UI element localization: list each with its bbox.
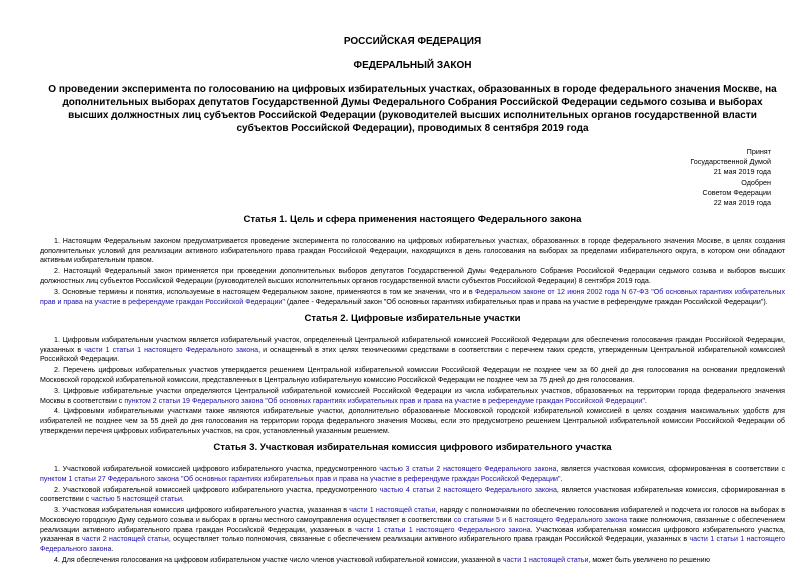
link-part-1-this-article[interactable]: части 1 настоящей статьи xyxy=(502,555,589,564)
acceptance-block xyxy=(40,147,771,208)
link-part-1-this-article[interactable]: части 1 настоящей статьи xyxy=(349,506,436,515)
article-2-paragraph-3: 3. Цифровые избирательные участки определяются Центральной избирательной комиссией Российской Федерации из числа избирательных участков, образованных на территории города федерального значения Москвы в соответствии с пунктом 2 статьи 19 Федерального закона "Об основных гарантиях избирательных прав и права на участие в референдуме граждан Российской Федерации". xyxy=(40,386,785,405)
article-3-paragraph-1: 1. Участковой избирательной комиссией цифрового избирательного участка, предусмотренного частью 3 статьи 2 настоящего Федерального закона, является участковая комиссия, сформированная в соответствии с пунктом 1 статьи 27 Федерального закона "Об основных гарантиях избирательных прав и права на участие в референдуме граждан Российской Федерации". xyxy=(40,465,785,483)
link-part-3-article-2[interactable]: частью 3 статьи 2 настоящего Федерального закона xyxy=(379,465,557,474)
approved-date: 22 мая 2019 года xyxy=(713,198,771,208)
approved-label: Одобрен xyxy=(741,177,771,187)
link-part-1-article-1[interactable]: части 1 статьи 1 настоящего Федерального закона xyxy=(355,525,531,534)
article-3-paragraph-3: 3. Участковая избирательная комиссия цифрового избирательного участка, указанная в части 1 настоящей статьи, наряду с полномочиями по обеспечению голосования избирателей и подсчета их голосов на выборах в Московскую городскую Думу седьмого созыва и выборах в органы местного самоуправления осуществляет в соответствии со статьями 5 и 6 настоящего Федерального закона также полномочия, связанные с обеспечением реализации активного избирательного права граждан Российской Федерации, указанных в части 1 статьи 1 настоящего Федерального закона. Участковая избирательная комиссия цифрового избирательного участка, указанная в части 2 настоящей статьи, осуществляет только полномочия, связанные с обеспечением реализации активного избирательного права граждан Российской Федерации, указанных в части 1 статьи 1 настоящего Федерального закона. xyxy=(40,506,786,553)
accepted-by: Государственной Думой xyxy=(690,157,771,167)
country-heading: РОССИЙСКАЯ ФЕДЕРАЦИЯ xyxy=(343,36,482,47)
accepted-label: Принят xyxy=(746,147,771,156)
link-item-2-article-19[interactable]: пунктом 2 статьи 19 Федерального закона "Об основных гарантиях избирательных прав и права на участие в референдуме граждан Российской Федерации" xyxy=(124,396,645,405)
link-part-1-article-1[interactable]: части 1 статьи 1 настоящего Федерального закона xyxy=(40,535,786,553)
link-part-1-article-1[interactable]: части 1 статьи 1 настоящего Федерального закона xyxy=(84,345,259,354)
article-2-title: Статья 2. Цифровые избирательные участки xyxy=(304,313,521,325)
article-1-paragraph-2: 2. Настоящий Федеральный закон применяется при проведении дополнительных выборов депутатов Государственной Думы Федерального Собрания Российской Федерации седьмого созыва и выборов высших должностных лиц субъектов Российской Федерации (руководителей высших исполнительных органов государственной власти субъектов Российской Федерации) 8 сентября 2019 года. xyxy=(40,267,785,285)
link-part-5-this-article[interactable]: частью 5 настоящей статьи xyxy=(91,495,182,504)
law-title: О проведении эксперимента по голосованию на цифровых избирательных участках, образованных в городе федерального значения Москве, на дополнительных выборах депутатов Государственной Думы Федерального Собрания Российской Федерации седьмого созыва и выборах высших должностных лиц субъектов Российской Федерации (руководителей высших исполнительных органов государственной власти субъектов Российской Федерации), проводимых 8 сентября 2019 года xyxy=(48,84,777,134)
link-part-4-article-2[interactable]: частью 4 статьи 2 настоящего Федерального закона xyxy=(379,485,557,494)
article-1-paragraph-1: 1. Настоящим Федеральным законом предусматривается проведение эксперимента по голосованию на цифровых избирательных участках, образованных в городе федерального значения Москве, в целях создания дополнительных условий для реализации активного избирательного права граждан Российской Федерации, находящихся в день голосования на выборах за пределами избирательного округа, в котором они обладают активным избирательным правом. xyxy=(40,237,785,265)
approved-by: Советом Федерации xyxy=(702,187,771,197)
article-3-paragraph-2: 2. Участковой избирательной комиссией цифрового избирательного участка, предусмотренного частью 4 статьи 2 настоящего Федерального закона, является участковая избирательная комиссия, сформированная в соответствии с частью 5 настоящей статьи. xyxy=(40,485,785,504)
article-2-paragraph-4: 4. Цифровыми избирательными участками также являются избирательные участки, дополнительно образованные Московской городской избирательной комиссией в целях создания максимальных удобств для избирателей не позднее чем за 55 дней до дня голосования на территории города федерального значения Москвы, если это предусмотрено решением Центральной избирательной комиссии Российской Федерации об утверждении перечня цифровых избирательных участков, на срок, установленный указанным решением. xyxy=(40,407,785,435)
accepted-date: 21 мая 2019 года xyxy=(713,167,771,177)
article-2-paragraph-1: 1. Цифровым избирательным участком является избирательный участок, определенный Центральной избирательной комиссией Российской Федерации для обеспечения голосования граждан Российской Федерации, указанных в части 1 статьи 1 настоящего Федерального закона, и оснащенный в этих целях техническими средствами в соответствии с перечнем таких средств, утвержденным Центральной избирательной комиссией Российской Федерации. xyxy=(40,336,785,364)
link-articles-5-6[interactable]: со статьями 5 и 6 настоящего Федерального закона xyxy=(453,516,628,525)
link-item-1-article-27[interactable]: пунктом 1 статьи 27 Федерального закона "Об основных гарантиях избирательных прав и права на участие в референдуме граждан Российской Федерации" xyxy=(40,474,561,483)
article-3-title: Статья 3. Участковая избирательная комиссия цифрового избирательного участка xyxy=(213,442,612,454)
law-type-heading: ФЕДЕРАЛЬНЫЙ ЗАКОН xyxy=(353,60,472,71)
article-1-paragraph-3: 3. Основные термины и понятия, используемые в настоящем Федеральном законе, применяются в том же значении, что и в Федеральном законе от 12 июня 2002 года N 67-ФЗ "Об основных гарантиях избирательных прав и права на участие в референдуме граждан Российской Федерации" (далее - Федеральный закон "Об основных гарантиях избирательных прав и права на участие в референдуме граждан Российской Федерации"). xyxy=(40,287,786,306)
article-3-paragraph-4: 4. Для обеспечения голосования на цифровом избирательном участке число членов участковой избирательной комиссии, указанной в части 1 настоящей статьи, может быть увеличено по решению xyxy=(54,555,710,564)
article-2-paragraph-2: 2. Перечень цифровых избирательных участков утверждается решением Центральной избирательной комиссии Российской Федерации не позднее чем за 60 дней до дня голосования на основании предложений Московской городской избирательной комиссии, представленных в Центральную избирательную комиссию Российской Федерации не позднее чем за 75 дней до дня голосования. xyxy=(40,366,785,384)
article-1-title: Статья 1. Цель и сфера применения настоящего Федерального закона xyxy=(243,214,582,226)
link-federal-law-67fz[interactable]: Федеральном законе от 12 июня 2002 года N 67-ФЗ "Об основных гарантиях избирательных прав и права на участие в референдуме граждан Российской Федерации" xyxy=(40,287,786,306)
link-part-2-this-article[interactable]: части 2 настоящей статьи xyxy=(81,535,169,544)
